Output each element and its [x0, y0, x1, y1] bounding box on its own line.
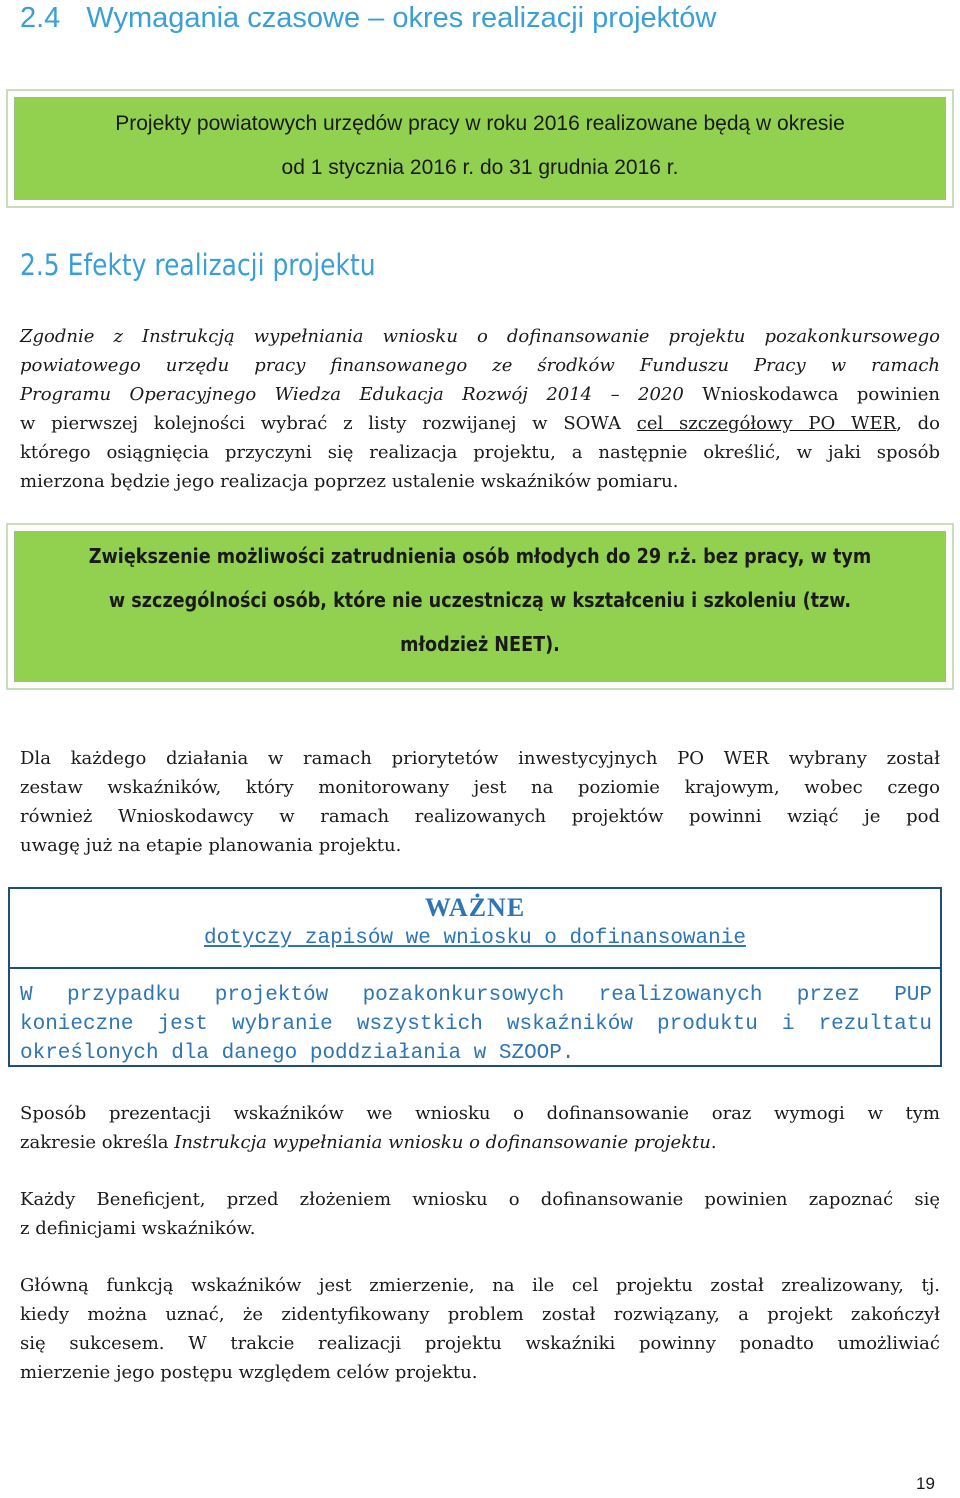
effects-line-3-italic: Programu Operacyjnego Wiedza Edukacja Rozwój 2014 – 2020: [20, 384, 684, 405]
timeframe-line-1: Projekty powiatowych urzędów pracy w roku 2016 realizowane będą w okresie: [115, 112, 845, 135]
beneficiary-line-2: z definicjami wskaźników.: [20, 1218, 256, 1239]
timeframe-highlight-box: [14, 97, 946, 200]
effects-line-3-rest: Wnioskodawca powinien: [683, 384, 940, 405]
page-number: 19: [916, 1474, 935, 1493]
important-line-3: określonych dla danego poddziałania w SZOOP.: [20, 1042, 575, 1065]
important-notice-box: [8, 887, 942, 1067]
function-line-3: się sukcesem. W trakcie realizacji projektu wskaźniki powinny ponadto umożliwiać: [20, 1333, 940, 1354]
timeframe-line-2: od 1 stycznia 2016 r. do 31 grudnia 2016 r.: [281, 156, 679, 179]
indicators-line-3: również Wnioskodawcy w ramach realizowanych projektów powinni wziąć je pod: [20, 806, 940, 827]
important-divider: [10, 967, 940, 969]
goal-line-3: młodzież NEET).: [400, 632, 560, 656]
presentation-paragraph: [20, 1099, 940, 1157]
function-line-2: kiedy można uznać, że zidentyfikowany problem został rozwiązany, a projekt zakończył: [20, 1304, 940, 1325]
section-heading-2-4: [20, 0, 716, 36]
important-line-2: konieczne jest wybranie wszystkich wskaźników produktu i rezultatu: [20, 1013, 932, 1036]
po-wer-goal-link[interactable]: cel szczegółowy PO WER: [636, 413, 897, 434]
important-subtitle: dotyczy zapisów we wniosku o dofinansowanie: [204, 927, 746, 950]
effects-line-2: powiatowego urzędu pracy finansowanego ze środków Funduszu Pracy w ramach: [20, 355, 940, 376]
presentation-line-1: Sposób prezentacji wskaźników we wniosku o dofinansowanie oraz wymogi w tym: [20, 1103, 940, 1124]
function-line-1: Główną funkcją wskaźników jest zmierzenie, na ile cel projektu został zrealizowany, tj.: [20, 1275, 940, 1296]
effects-line-5: którego osiągnięcia przyczyni się realizacja projektu, a następnie określić, w jaki sposób: [20, 442, 940, 463]
indicators-line-1: Dla każdego działania w ramach priorytetów inwestycyjnych PO WER wybrany został: [20, 748, 940, 769]
beneficiary-line-1: Każdy Beneficjent, przed złożeniem wniosku o dofinansowanie powinien zapoznać się: [20, 1189, 940, 1210]
goal-line-2: w szczególności osób, które nie uczestniczą w kształceniu i szkoleniu (tzw.: [108, 588, 852, 612]
effects-line-6: mierzona będzie jego realizacja poprzez ustalenie wskaźników pomiaru.: [20, 471, 679, 492]
goal-line-1: Zwiększenie możliwości zatrudnienia osób młodych do 29 r.ż. bez pracy, w tym: [88, 544, 872, 568]
effects-paragraph: [20, 322, 940, 496]
effects-line-4-pre: w pierwszej kolejności wybrać z listy rozwijanej w SOWA: [20, 413, 637, 434]
function-paragraph: [20, 1271, 940, 1387]
important-body: [20, 981, 932, 1068]
section-heading-2-5: 2.5 Efekty realizacji projektu: [20, 248, 376, 282]
effects-line-4-post: , do: [896, 413, 940, 434]
beneficiary-paragraph: [20, 1185, 940, 1243]
section-number: 2.4: [20, 2, 61, 34]
indicators-line-2: zestaw wskaźników, który monitorowany jest na poziomie krajowym, wobec czego: [20, 777, 940, 798]
effects-line-1: Zgodnie z Instrukcją wypełniania wniosku o dofinansowanie projektu pozakonkursowego: [20, 326, 940, 347]
presentation-line-2-pre: zakresie określa: [20, 1132, 175, 1153]
important-line-1: W przypadku projektów pozakonkursowych realizowanych przez PUP: [20, 984, 932, 1007]
goal-highlight-box: [14, 531, 946, 682]
function-line-4: mierzenie jego postępu względem celów projektu.: [20, 1362, 478, 1383]
indicators-paragraph: [20, 744, 940, 860]
presentation-line-2-post: .: [710, 1132, 717, 1153]
important-title: WAŻNE: [424, 893, 526, 922]
instruction-title: Instrukcja wypełniania wniosku o dofinansowanie projektu: [174, 1132, 711, 1153]
indicators-line-4: uwagę już na etapie planowania projektu.: [20, 835, 402, 856]
section-title: Wymagania czasowe – okres realizacji projektów: [86, 2, 717, 34]
